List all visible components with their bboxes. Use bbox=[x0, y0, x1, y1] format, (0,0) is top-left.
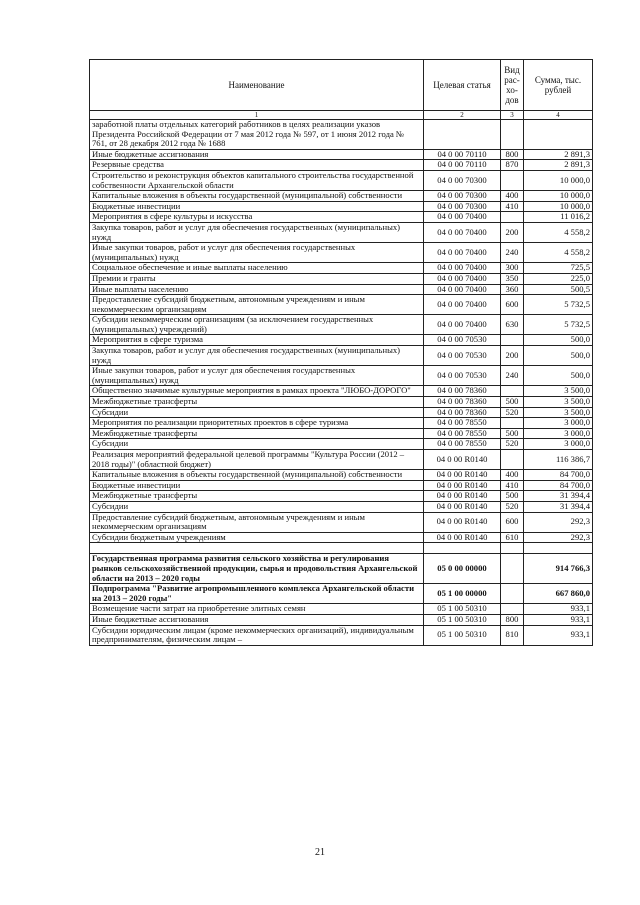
row-amount: 500,0 bbox=[524, 366, 593, 386]
table-row bbox=[90, 386, 593, 397]
row-expense-type: 520 bbox=[501, 439, 524, 450]
row-name: Закупка товаров, работ и услуг для обеспечения государственных (муниципальных) нужд bbox=[90, 222, 424, 242]
row-expense-type: 350 bbox=[501, 273, 524, 284]
row-name: Резервные средства bbox=[90, 160, 424, 171]
row-name: Мероприятия по реализации приоритетных проектов в сфере туризма bbox=[90, 418, 424, 429]
row-amount: 500,5 bbox=[524, 284, 593, 295]
table-row bbox=[90, 512, 593, 532]
row-amount: 500,0 bbox=[524, 346, 593, 366]
row-code: 04 0 00 70400 bbox=[424, 243, 501, 263]
row-amount: 31 394,4 bbox=[524, 501, 593, 512]
table-row bbox=[90, 480, 593, 491]
row-amount: 667 860,0 bbox=[524, 584, 593, 604]
header-code: Целевая статья bbox=[424, 60, 501, 111]
row-code: 04 0 00 78550 bbox=[424, 439, 501, 450]
row-name: Капитальные вложения в объекты государственной (муниципальной) собственности bbox=[90, 191, 424, 202]
header-type: Вид рас- хо- дов bbox=[501, 60, 524, 111]
row-amount: 10 000,0 bbox=[524, 191, 593, 202]
table-row bbox=[90, 450, 593, 470]
row-code: 04 0 00 70530 bbox=[424, 366, 501, 386]
row-expense-type: 630 bbox=[501, 315, 524, 335]
row-amount: 933,1 bbox=[524, 604, 593, 615]
row-amount: 2 891,3 bbox=[524, 149, 593, 160]
table-row bbox=[90, 366, 593, 386]
row-expense-type bbox=[501, 604, 524, 615]
row-code: 04 0 00 R0140 bbox=[424, 512, 501, 532]
row-code: 04 0 00 78550 bbox=[424, 428, 501, 439]
table-row bbox=[90, 532, 593, 543]
row-expense-type: 200 bbox=[501, 222, 524, 242]
row-name: Закупка товаров, работ и услуг для обеспечения государственных (муниципальных) нужд bbox=[90, 346, 424, 366]
row-name: Строительство и реконструкция объектов капитального строительства государственной собственности Архангельской области bbox=[90, 170, 424, 190]
row-amount: 10 000,0 bbox=[524, 201, 593, 212]
row-code: 04 0 00 70400 bbox=[424, 212, 501, 223]
table-row bbox=[90, 149, 593, 160]
header-name: Наименование bbox=[90, 60, 424, 111]
row-name: Иные закупки товаров, работ и услуг для обеспечения государственных (муниципальных) нужд bbox=[90, 366, 424, 386]
row-amount: 500,0 bbox=[524, 335, 593, 346]
row-name: Иные бюджетные ассигнования bbox=[90, 149, 424, 160]
table-row bbox=[90, 625, 593, 645]
table-row bbox=[90, 543, 593, 554]
row-name: Капитальные вложения в объекты государственной (муниципальной) собственности bbox=[90, 470, 424, 481]
row-code bbox=[424, 120, 501, 150]
table-row bbox=[90, 501, 593, 512]
row-name: Субсидии bbox=[90, 407, 424, 418]
row-expense-type: 600 bbox=[501, 512, 524, 532]
row-expense-type: 600 bbox=[501, 295, 524, 315]
row-code: 04 0 00 70400 bbox=[424, 284, 501, 295]
table-row bbox=[90, 263, 593, 274]
column-number-row bbox=[90, 111, 593, 120]
table-row bbox=[90, 470, 593, 481]
row-expense-type: 500 bbox=[501, 397, 524, 408]
row-expense-type bbox=[501, 212, 524, 223]
row-name: Реализация мероприятий федеральной целевой программы "Культура России (2012 – 2018 годы)" (областной бюджет) bbox=[90, 450, 424, 470]
row-expense-type: 800 bbox=[501, 149, 524, 160]
row-code: 04 0 00 70400 bbox=[424, 273, 501, 284]
row-expense-type bbox=[501, 554, 524, 584]
table-row bbox=[90, 120, 593, 150]
row-expense-type: 410 bbox=[501, 201, 524, 212]
row-code: 04 0 00 R0140 bbox=[424, 491, 501, 502]
row-expense-type: 200 bbox=[501, 346, 524, 366]
row-expense-type bbox=[501, 120, 524, 150]
row-expense-type: 520 bbox=[501, 407, 524, 418]
row-code: 04 0 00 70400 bbox=[424, 315, 501, 335]
row-expense-type: 500 bbox=[501, 491, 524, 502]
row-name: Возмещение части затрат на приобретение элитных семян bbox=[90, 604, 424, 615]
row-expense-type: 240 bbox=[501, 243, 524, 263]
row-name: заработной платы отдельных категорий работников в целях реализации указов Президента Российской Федерации от 7 мая 2012 года № 597, от 1 июня 2012 года № 761, от 28 декабря 2012 года № 1688 bbox=[90, 120, 424, 150]
table-row bbox=[90, 222, 593, 242]
row-code: 04 0 00 70110 bbox=[424, 160, 501, 171]
row-amount: 2 891,3 bbox=[524, 160, 593, 171]
row-code: 04 0 00 78360 bbox=[424, 407, 501, 418]
row-code: 04 0 00 R0140 bbox=[424, 480, 501, 491]
row-code: 05 0 00 00000 bbox=[424, 554, 501, 584]
row-name: Социальное обеспечение и иные выплаты населению bbox=[90, 263, 424, 274]
row-code: 04 0 00 78360 bbox=[424, 397, 501, 408]
row-name: Межбюджетные трансферты bbox=[90, 491, 424, 502]
row-expense-type: 410 bbox=[501, 480, 524, 491]
table-row bbox=[90, 346, 593, 366]
row-code: 04 0 00 70400 bbox=[424, 222, 501, 242]
table-row bbox=[90, 491, 593, 502]
table-row bbox=[90, 243, 593, 263]
table-row bbox=[90, 273, 593, 284]
row-expense-type: 400 bbox=[501, 470, 524, 481]
row-code: 04 0 00 70300 bbox=[424, 170, 501, 190]
table-row bbox=[90, 428, 593, 439]
row-amount: 31 394,4 bbox=[524, 491, 593, 502]
row-amount bbox=[524, 120, 593, 150]
row-name: Подпрограмма "Развитие агропромышленного комплекса Архангельской области на 2013 – 2020 годы" bbox=[90, 584, 424, 604]
row-expense-type: 810 bbox=[501, 625, 524, 645]
row-expense-type bbox=[501, 170, 524, 190]
row-amount: 4 558,2 bbox=[524, 222, 593, 242]
row-amount: 933,1 bbox=[524, 614, 593, 625]
row-name: Общественно значимые культурные мероприятия в рамках проекта "ЛЮБО-ДОРОГО" bbox=[90, 386, 424, 397]
row-amount: 3 500,0 bbox=[524, 397, 593, 408]
row-amount: 292,3 bbox=[524, 532, 593, 543]
table-row bbox=[90, 191, 593, 202]
table-row bbox=[90, 284, 593, 295]
row-code bbox=[424, 543, 501, 554]
table-row bbox=[90, 418, 593, 429]
column-number: 2 bbox=[424, 111, 501, 120]
row-amount: 3 000,0 bbox=[524, 439, 593, 450]
row-amount: 10 000,0 bbox=[524, 170, 593, 190]
row-expense-type bbox=[501, 584, 524, 604]
row-name: Субсидии юридическим лицам (кроме некоммерческих организаций), индивидуальным предпринимателям, физическим лицам – bbox=[90, 625, 424, 645]
row-expense-type bbox=[501, 386, 524, 397]
table-row bbox=[90, 554, 593, 584]
row-amount: 11 016,2 bbox=[524, 212, 593, 223]
row-name: Предоставление субсидий бюджетным, автономным учреждениям и иным некоммерческим организациям bbox=[90, 512, 424, 532]
row-name: Бюджетные инвестиции bbox=[90, 480, 424, 491]
row-expense-type: 240 bbox=[501, 366, 524, 386]
row-expense-type: 400 bbox=[501, 191, 524, 202]
row-code: 05 1 00 00000 bbox=[424, 584, 501, 604]
row-amount: 116 386,7 bbox=[524, 450, 593, 470]
table-row bbox=[90, 170, 593, 190]
row-code: 05 1 00 50310 bbox=[424, 625, 501, 645]
row-amount: 84 700,0 bbox=[524, 470, 593, 481]
table-row bbox=[90, 614, 593, 625]
row-amount: 5 732,5 bbox=[524, 295, 593, 315]
column-number: 3 bbox=[501, 111, 524, 120]
row-code: 04 0 00 70300 bbox=[424, 191, 501, 202]
table-row bbox=[90, 295, 593, 315]
table-row bbox=[90, 604, 593, 615]
row-name: Субсидии бюджетным учреждениям bbox=[90, 532, 424, 543]
row-code: 04 0 00 70400 bbox=[424, 295, 501, 315]
row-code: 04 0 00 70400 bbox=[424, 263, 501, 274]
row-expense-type: 300 bbox=[501, 263, 524, 274]
row-name: Предоставление субсидий бюджетным, автономным учреждениям и иным некоммерческим организациям bbox=[90, 295, 424, 315]
row-code: 04 0 00 R0140 bbox=[424, 501, 501, 512]
table-row bbox=[90, 397, 593, 408]
row-name: Субсидии bbox=[90, 439, 424, 450]
table-row bbox=[90, 335, 593, 346]
row-amount: 3 000,0 bbox=[524, 418, 593, 429]
column-number: 4 bbox=[524, 111, 593, 120]
row-amount: 225,0 bbox=[524, 273, 593, 284]
row-expense-type: 800 bbox=[501, 614, 524, 625]
row-expense-type: 870 bbox=[501, 160, 524, 171]
row-amount: 3 500,0 bbox=[524, 407, 593, 418]
row-code: 04 0 00 78550 bbox=[424, 418, 501, 429]
row-amount: 933,1 bbox=[524, 625, 593, 645]
row-expense-type: 520 bbox=[501, 501, 524, 512]
row-amount: 4 558,2 bbox=[524, 243, 593, 263]
table-row bbox=[90, 407, 593, 418]
header-row bbox=[90, 60, 593, 111]
row-amount: 725,5 bbox=[524, 263, 593, 274]
table-row bbox=[90, 201, 593, 212]
row-name: Бюджетные инвестиции bbox=[90, 201, 424, 212]
row-expense-type: 360 bbox=[501, 284, 524, 295]
row-amount: 3 000,0 bbox=[524, 428, 593, 439]
row-amount: 84 700,0 bbox=[524, 480, 593, 491]
row-name: Государственная программа развития сельского хозяйства и регулирования рынков сельскохозяйственной продукции, сырья и продовольствия Архангельской области на 2013 – 2020 годы bbox=[90, 554, 424, 584]
table-body bbox=[90, 120, 593, 646]
row-code: 05 1 00 50310 bbox=[424, 614, 501, 625]
row-name bbox=[90, 543, 424, 554]
column-number: 1 bbox=[90, 111, 424, 120]
row-expense-type bbox=[501, 335, 524, 346]
table-row bbox=[90, 212, 593, 223]
row-code: 04 0 00 R0140 bbox=[424, 470, 501, 481]
row-name: Межбюджетные трансферты bbox=[90, 397, 424, 408]
row-name: Субсидии bbox=[90, 501, 424, 512]
row-expense-type bbox=[501, 450, 524, 470]
row-expense-type bbox=[501, 543, 524, 554]
row-amount bbox=[524, 543, 593, 554]
row-amount: 292,3 bbox=[524, 512, 593, 532]
row-name: Премии и гранты bbox=[90, 273, 424, 284]
row-expense-type: 610 bbox=[501, 532, 524, 543]
row-name: Мероприятия в сфере туризма bbox=[90, 335, 424, 346]
budget-table bbox=[89, 59, 593, 646]
row-amount: 914 766,3 bbox=[524, 554, 593, 584]
table-row bbox=[90, 315, 593, 335]
table-row bbox=[90, 439, 593, 450]
row-name: Субсидии некоммерческим организациям (за исключением государственных (муниципальных) учреждений) bbox=[90, 315, 424, 335]
row-amount: 3 500,0 bbox=[524, 386, 593, 397]
row-expense-type bbox=[501, 418, 524, 429]
row-amount: 5 732,5 bbox=[524, 315, 593, 335]
row-name: Иные бюджетные ассигнования bbox=[90, 614, 424, 625]
row-code: 04 0 00 70110 bbox=[424, 149, 501, 160]
row-name: Мероприятия в сфере культуры и искусства bbox=[90, 212, 424, 223]
row-expense-type: 500 bbox=[501, 428, 524, 439]
row-code: 04 0 00 70300 bbox=[424, 201, 501, 212]
page-number: 21 bbox=[315, 847, 325, 858]
row-code: 04 0 00 78360 bbox=[424, 386, 501, 397]
table-row bbox=[90, 584, 593, 604]
row-code: 04 0 00 R0140 bbox=[424, 532, 501, 543]
header-amount: Сумма, тыс. рублей bbox=[524, 60, 593, 111]
row-name: Межбюджетные трансферты bbox=[90, 428, 424, 439]
row-name: Иные выплаты населению bbox=[90, 284, 424, 295]
row-name: Иные закупки товаров, работ и услуг для обеспечения государственных (муниципальных) нужд bbox=[90, 243, 424, 263]
row-code: 04 0 00 70530 bbox=[424, 346, 501, 366]
row-code: 04 0 00 70530 bbox=[424, 335, 501, 346]
row-code: 04 0 00 R0140 bbox=[424, 450, 501, 470]
row-code: 05 1 00 50310 bbox=[424, 604, 501, 615]
table-row bbox=[90, 160, 593, 171]
